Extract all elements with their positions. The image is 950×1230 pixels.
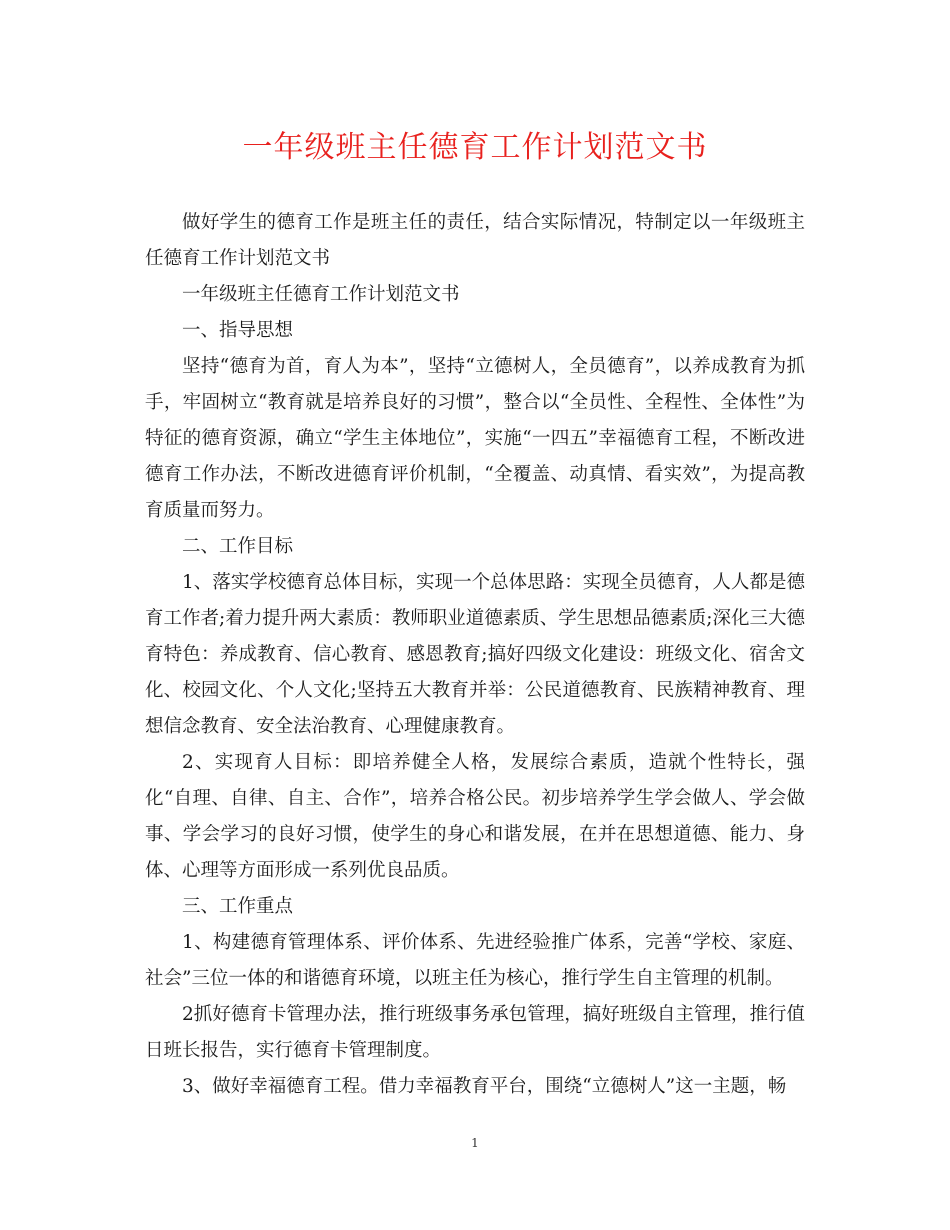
section-heading-work-goals: 二、工作目标: [182, 536, 294, 557]
paragraph-focus-1: 1、构建德育管理体系、评价体系、先进经验推广体系，完善“学校、家庭、社会”三位一体的和谐德育环境，以班主任为核心，推行学生自主管理的机制。: [145, 932, 805, 989]
document-title: 一年级班主任德育工作计划范文书: [242, 130, 708, 165]
paragraph-subtitle: 一年级班主任德育工作计划范文书: [182, 284, 460, 305]
paragraph-guiding-ideology: 坚持“德育为首，育人为本”，坚持“立德树人，全员德育”，以养成教育为抓手，牢固树立“教育就是培养良好的习惯”，整合以“全员性、全程性、全体性”为特征的德育资源，确立“学生主体地位”，实施“一四五”幸福德育工程，不断改进德育工作办法，不断改进德育评价机制，“全覆盖、动真情、看实效”，为提高教育质量而努力。: [145, 356, 805, 521]
page-number: 1: [471, 1136, 479, 1150]
section-heading-guiding-ideology: 一、指导思想: [182, 320, 294, 341]
document-body: [145, 205, 805, 1105]
paragraph-intro: 做好学生的德育工作是班主任的责任，结合实际情况，特制定以一年级班主任德育工作计划范文书: [145, 212, 805, 269]
section-heading-work-focus: 三、工作重点: [182, 896, 294, 917]
paragraph-focus-2: 2抓好德育卡管理办法，推行班级事务承包管理，搞好班级自主管理，推行值日班长报告，实行德育卡管理制度。: [145, 1004, 805, 1061]
paragraph-focus-3: 3、做好幸福德育工程。借力幸福教育平台，围绕“立德树人”这一主题，畅: [182, 1076, 787, 1097]
paragraph-goal-1: 1、落实学校德育总体目标，实现一个总体思路：实现全员德育，人人都是德育工作者;着力提升两大素质：教师职业道德素质、学生思想品德素质;深化三大德育特色：养成教育、信心教育、感恩教育;搞好四级文化建设：班级文化、宿舍文化、校园文化、个人文化;坚持五大教育并举：公民道德教育、民族精神教育、理想信念教育、安全法治教育、心理健康教育。: [145, 572, 805, 737]
paragraph-goal-2: 2、实现育人目标：即培养健全人格，发展综合素质，造就个性特长，强化“自理、自律、自主、合作”，培养合格公民。初步培养学生学会做人、学会做事、学会学习的良好习惯，使学生的身心和谐发展，在并在思想道德、能力、身体、心理等方面形成一系列优良品质。: [145, 752, 805, 881]
